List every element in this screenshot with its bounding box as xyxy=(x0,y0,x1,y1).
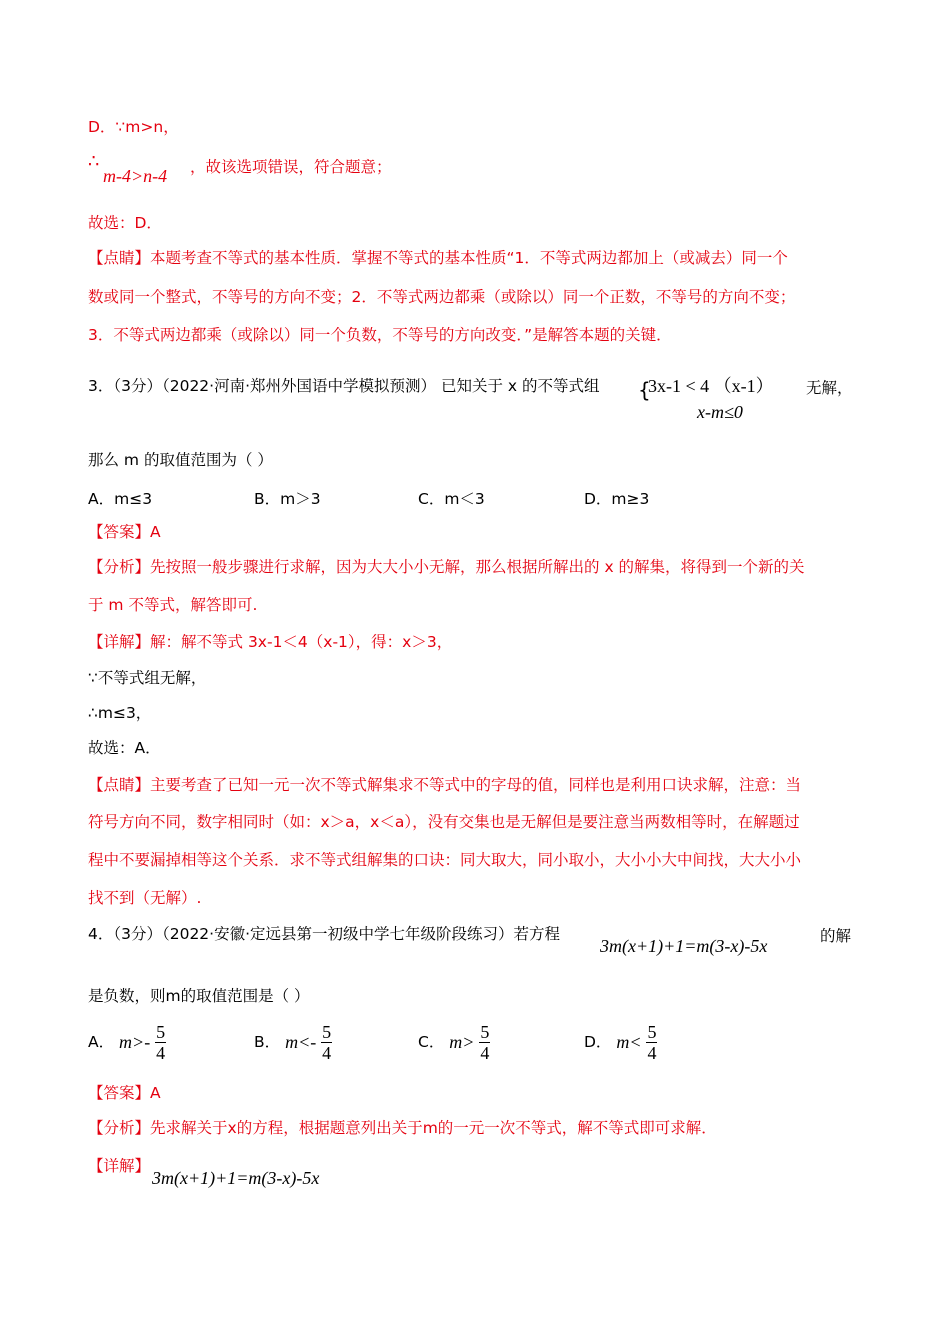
prev-tip-line-1 xyxy=(88,248,788,268)
q3-option-d: D．m≥3 xyxy=(584,490,650,508)
option-expression: m< xyxy=(616,1032,642,1052)
fraction-numerator: 5 xyxy=(156,1022,166,1042)
option-label: D． xyxy=(584,1033,612,1051)
prev-d-line: D．∵m>n， xyxy=(88,118,179,136)
q3-tip-line-3: 程中不要漏掉相等这个关系．求不等式组解集的口诀：同大取大，同小取小，大小小大中间找，大大小小 xyxy=(88,851,802,869)
analysis-text: 先按照一般步骤进行求解，因为大大小小无解，那么根据所解出的 x 的解集，将得到一个新的关 xyxy=(150,558,805,576)
q3-analysis-line-1 xyxy=(88,557,805,577)
option-label: C． xyxy=(418,1033,445,1051)
option-expression: m>- xyxy=(119,1032,151,1052)
q4-header: 4．（3分）（2022·安徽·定远县第一初级中学七年级阶段练习）若方程 xyxy=(88,925,561,943)
analysis-tag: 【分析】 xyxy=(88,558,151,576)
therefore-symbol: ∴ xyxy=(88,151,100,172)
q4-option-b xyxy=(254,1022,332,1063)
q3-system-line-1: 3x-1 < 4 （x-1） xyxy=(648,376,774,396)
tip-tag: 【点睛】 xyxy=(88,776,151,794)
tip-tag: 【点睛】 xyxy=(88,249,151,267)
detail-tag: 【详解】 xyxy=(88,633,151,651)
q4-detail-tag: 【详解】 xyxy=(88,1157,151,1175)
system-brace: { xyxy=(638,378,651,402)
prev-tip-line-2: 数或同一个整式，不等号的方向不变；2．不等式两边都乘（或除以）同一个正数，不等号的方向不变； xyxy=(88,288,796,306)
q3-header: 3．（3分）（2022·河南·郑州外国语中学模拟预测） 已知关于 x 的不等式组 xyxy=(88,377,600,395)
q3-option-b: B．m＞3 xyxy=(254,490,321,508)
q4-option-a xyxy=(88,1022,166,1063)
q3-question-line-2: 那么 m 的取值范围为（ ） xyxy=(88,451,273,469)
q3-option-a: A．m≤3 xyxy=(88,490,153,508)
tip-text: 本题考查不等式的基本性质．掌握不等式的基本性质“1．不等式两边都加上（或减去）同一个 xyxy=(150,249,788,267)
q3-answer xyxy=(88,522,161,542)
fraction-numerator: 5 xyxy=(322,1022,332,1042)
option-expression: m> xyxy=(449,1032,475,1052)
fraction-denominator: 4 xyxy=(480,1043,490,1063)
answer-tag: 【答案】 xyxy=(88,1084,151,1102)
q3-tip-line-1 xyxy=(88,775,801,795)
answer-value: A xyxy=(150,523,161,541)
prev-tip-line-3: 3．不等式两边都乘（或除以）同一个负数，不等号的方向改变．”是解答本题的关键． xyxy=(88,326,672,344)
q3-detail-line-2: ∵不等式组无解， xyxy=(88,669,207,687)
fraction-denominator: 4 xyxy=(156,1043,166,1063)
q3-system-line-2: x-m≤0 xyxy=(697,402,743,422)
q4-option-d xyxy=(584,1022,657,1063)
fraction-numerator: 5 xyxy=(647,1022,657,1042)
q3-option-c: C．m＜3 xyxy=(418,490,485,508)
q3-header-tail: 无解， xyxy=(806,379,853,397)
q3-detail-line-3: ∴m≤3， xyxy=(88,704,152,722)
prev-d-expression: m-4>n-4 xyxy=(103,166,168,186)
tip-text: 主要考查了已知一元一次不等式解集求不等式中的字母的值，同样也是利用口诀求解，注意：当 xyxy=(150,776,802,794)
q3-tip-line-4: 找不到（无解）. xyxy=(88,889,202,907)
option-label: A． xyxy=(88,1033,115,1051)
fraction xyxy=(646,1022,657,1063)
option-label: B． xyxy=(254,1033,281,1051)
q3-tip-line-2: 符号方向不同，数字相同时（如：x＞a，x＜a），没有交集也是无解但是要注意当两数相等时，在解题过 xyxy=(88,813,800,831)
analysis-tag: 【分析】 xyxy=(88,1119,151,1137)
fraction xyxy=(155,1022,166,1063)
q3-detail-line-1 xyxy=(88,632,452,652)
q4-answer xyxy=(88,1083,161,1103)
detail-text: 解：解不等式 3x-1＜4（x-1），得：x＞3， xyxy=(150,633,453,651)
fraction-denominator: 4 xyxy=(647,1043,657,1063)
prev-d-tail: ，故该选项错误，符合题意； xyxy=(190,158,392,176)
q3-detail-line-4: 故选：A． xyxy=(88,739,161,757)
fraction xyxy=(479,1022,490,1063)
q4-question-line-2: 是负数，则m的取值范围是（ ） xyxy=(88,987,310,1005)
fraction xyxy=(321,1022,332,1063)
fraction-denominator: 4 xyxy=(322,1043,332,1063)
q4-equation: 3m(x+1)+1=m(3-x)-5x xyxy=(600,936,768,956)
q3-analysis-line-2: 于 m 不等式，解答即可. xyxy=(88,596,258,614)
option-expression: m<- xyxy=(285,1032,317,1052)
answer-value: A xyxy=(150,1084,161,1102)
q4-detail-equation: 3m(x+1)+1=m(3-x)-5x xyxy=(152,1168,320,1188)
q4-option-c xyxy=(418,1022,490,1063)
analysis-text: 先求解关于x的方程，根据题意列出关于m的一元一次不等式，解不等式即可求解． xyxy=(150,1119,717,1137)
prev-choice: 故选：D． xyxy=(88,214,162,232)
fraction-numerator: 5 xyxy=(480,1022,490,1042)
q4-header-tail: 的解 xyxy=(820,927,852,945)
q4-analysis xyxy=(88,1118,717,1138)
answer-tag: 【答案】 xyxy=(88,523,151,541)
